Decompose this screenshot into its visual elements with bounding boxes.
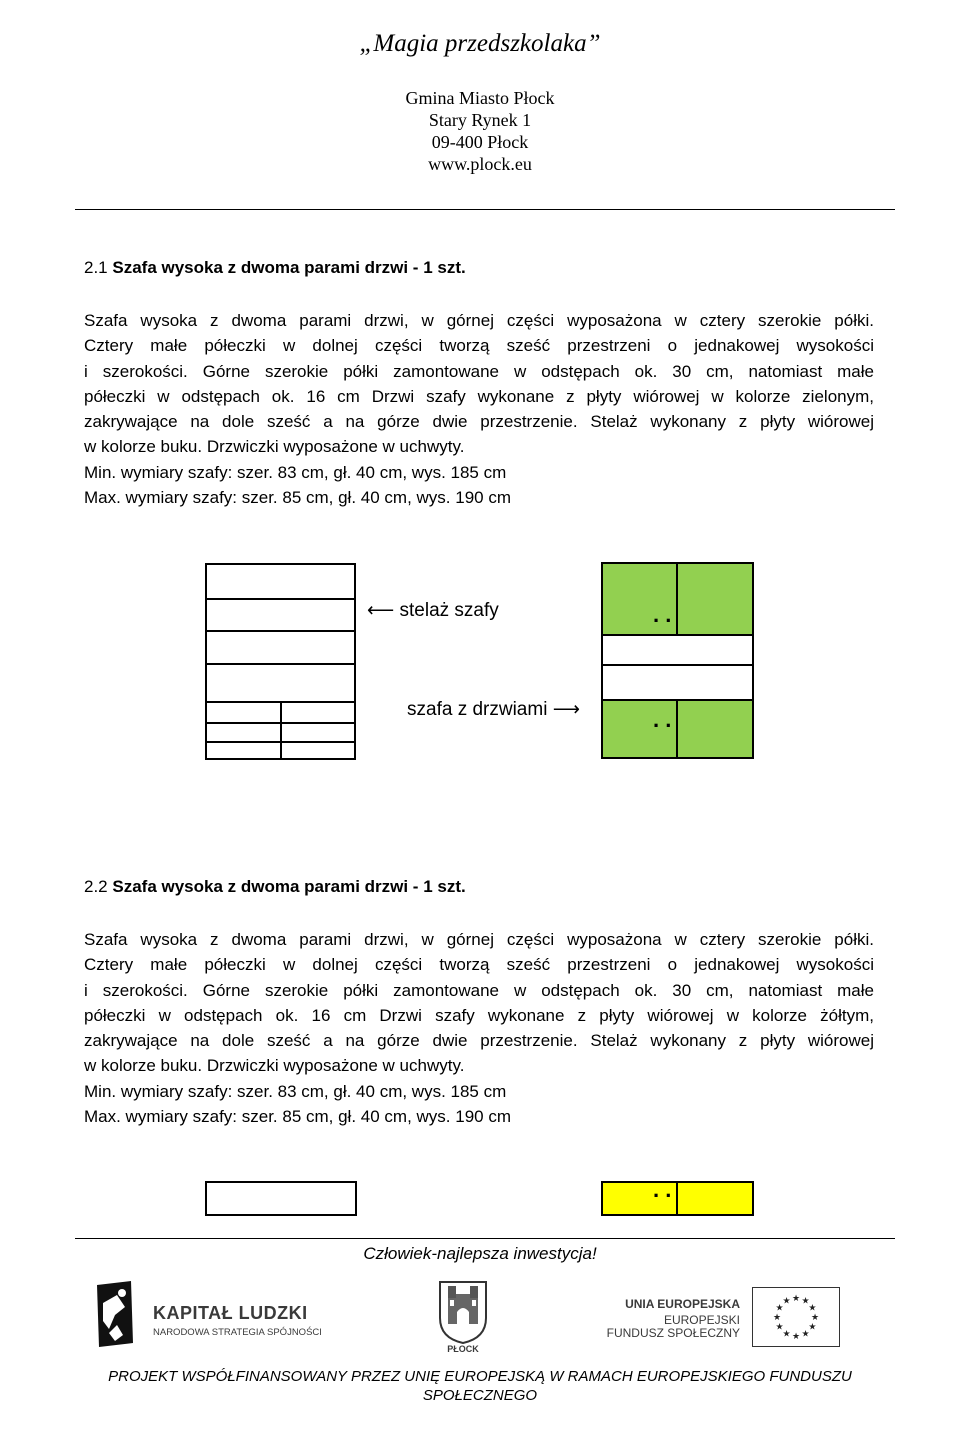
door-handles: . . bbox=[653, 1177, 672, 1202]
door-split bbox=[676, 701, 678, 757]
logo-eu-line3: FUNDUSZ SPOŁECZNY bbox=[606, 1326, 740, 1340]
section-number: 2.1 bbox=[84, 258, 108, 277]
kapital-ludzki-logo bbox=[95, 1281, 135, 1347]
door-handles: . . bbox=[653, 707, 672, 732]
desc-line: zakrywające na dole sześć a na górze dwie przestrzenie. Stelaż wykonany z płyty wiórowej bbox=[84, 1031, 874, 1051]
desc-line: Min. wymiary szafy: szer. 83 cm, gł. 40 cm, wys. 185 cm bbox=[84, 462, 507, 482]
divider-line bbox=[280, 701, 282, 760]
shelf-line bbox=[205, 630, 356, 632]
desc-line: Cztery małe półeczki w dolnej części tworzą sześć przestrzeni o jednakowej wysokości bbox=[84, 955, 874, 975]
desc-line: Cztery małe półeczki w dolnej części tworzą sześć przestrzeni o jednakowej wysokości bbox=[84, 336, 874, 356]
plock-coat-of-arms bbox=[438, 1280, 488, 1358]
header-org: Gmina Miasto Płock bbox=[405, 88, 555, 108]
section-title: Szafa wysoka z dwoma parami drzwi - 1 szt. bbox=[112, 258, 466, 277]
footer-rule bbox=[75, 1238, 895, 1239]
wardrobe-doors-diagram bbox=[601, 1177, 754, 1216]
logo-kl-subtitle: NARODOWA STRATEGIA SPÓJNOŚCI bbox=[153, 1327, 322, 1338]
door-split bbox=[676, 564, 678, 634]
section-number: 2.2 bbox=[84, 877, 108, 896]
logo-eu-line2: EUROPEJSKI bbox=[663, 1313, 740, 1327]
logo-kl-title: KAPITAŁ LUDZKI bbox=[153, 1303, 308, 1323]
desc-line: zakrywające na dole sześć a na górze dwie przestrzenie. Stelaż wykonany z płyty wiórowej bbox=[84, 412, 874, 432]
logo-plock-label: PŁOCK bbox=[447, 1344, 479, 1354]
header-web: www.plock.eu bbox=[428, 154, 532, 174]
eu-star: ★ bbox=[810, 1312, 820, 1322]
desc-line: w kolorze buku. Drzwiczki wyposażone w uchwyty. bbox=[84, 1056, 465, 1076]
desc-line: Szafa wysoka z dwoma parami drzwi, w górnej części wyposażona w cztery szerokie półki. bbox=[84, 930, 874, 949]
desc-line: i szerokości. Górne szerokie półki zamontowane w odstępach ok. 30 cm, natomiast małe bbox=[84, 980, 874, 1000]
eu-star: ★ bbox=[791, 1331, 801, 1341]
desc-line: w kolorze buku. Drzwiczki wyposażone w uchwyty. bbox=[84, 437, 465, 457]
eu-star: ★ bbox=[775, 1321, 784, 1332]
eu-star: ★ bbox=[808, 1302, 817, 1313]
door-edge bbox=[601, 634, 754, 636]
eu-star: ★ bbox=[791, 1293, 801, 1303]
desc-line: Max. wymiary szafy: szer. 85 cm, gł. 40 cm, wys. 190 cm bbox=[84, 1107, 511, 1127]
header-rule bbox=[75, 209, 895, 210]
section-heading bbox=[84, 258, 466, 278]
footer-slogan: Człowiek-najlepsza inwestycja! bbox=[363, 1244, 597, 1263]
doors-label: szafa z drzwiami ⟶ bbox=[407, 699, 580, 720]
desc-line: półeczki w odstępach ok. 16 cm Drzwi szafy wykonane z płyty wiórowej w kolorze zielonym, bbox=[84, 386, 874, 406]
eu-stars-icon bbox=[753, 1288, 839, 1346]
document-title: „Magia przedszkolaka” bbox=[359, 30, 601, 57]
eu-star: ★ bbox=[801, 1328, 810, 1339]
door-edge bbox=[601, 664, 754, 666]
desc-line: i szerokości. Górne szerokie półki zamontowane w odstępach ok. 30 cm, natomiast małe bbox=[84, 361, 874, 381]
plock-shield-icon bbox=[438, 1280, 488, 1344]
section-description bbox=[84, 308, 874, 510]
section-heading bbox=[84, 877, 466, 897]
header-postal: 09-400 Płock bbox=[431, 132, 529, 152]
eu-star: ★ bbox=[775, 1302, 784, 1313]
kapital-ludzki-emblem-icon bbox=[95, 1281, 135, 1347]
door-split bbox=[676, 1183, 678, 1214]
section-description bbox=[84, 927, 874, 1129]
desc-line: Max. wymiary szafy: szer. 85 cm, gł. 40 cm, wys. 190 cm bbox=[84, 488, 511, 508]
footer-project-line1: PROJEKT WSPÓŁFINANSOWANY PRZEZ UNIĘ EUROPEJSKĄ W RAMACH EUROPEJSKIEGO FUNDUSZU bbox=[108, 1368, 852, 1385]
section-title: Szafa wysoka z dwoma parami drzwi - 1 szt. bbox=[112, 877, 466, 896]
shelf-line bbox=[205, 663, 356, 665]
eu-star: ★ bbox=[801, 1295, 810, 1306]
desc-line: Szafa wysoka z dwoma parami drzwi, w górnej części wyposażona w cztery szerokie półki. bbox=[84, 311, 874, 330]
wardrobe-frame-diagram bbox=[205, 1181, 357, 1216]
eu-star: ★ bbox=[782, 1328, 791, 1339]
eu-star: ★ bbox=[782, 1295, 791, 1306]
header-street: Stary Rynek 1 bbox=[428, 110, 532, 130]
eu-star: ★ bbox=[808, 1321, 817, 1332]
shelf-line bbox=[205, 598, 356, 600]
frame-label: ⟵ stelaż szafy bbox=[367, 600, 499, 621]
eu-flag bbox=[752, 1287, 840, 1347]
desc-line: Min. wymiary szafy: szer. 83 cm, gł. 40 cm, wys. 185 cm bbox=[84, 1081, 507, 1101]
logo-eu-line1: UNIA EUROPEJSKA bbox=[625, 1297, 740, 1311]
eu-star: ★ bbox=[772, 1312, 782, 1322]
footer-project-line2: SPOŁECZNEGO bbox=[422, 1387, 538, 1404]
desc-line: półeczki w odstępach ok. 16 cm Drzwi szafy wykonane z płyty wiórowej w kolorze żółtym, bbox=[84, 1005, 874, 1025]
door-handles: . . bbox=[653, 602, 672, 627]
